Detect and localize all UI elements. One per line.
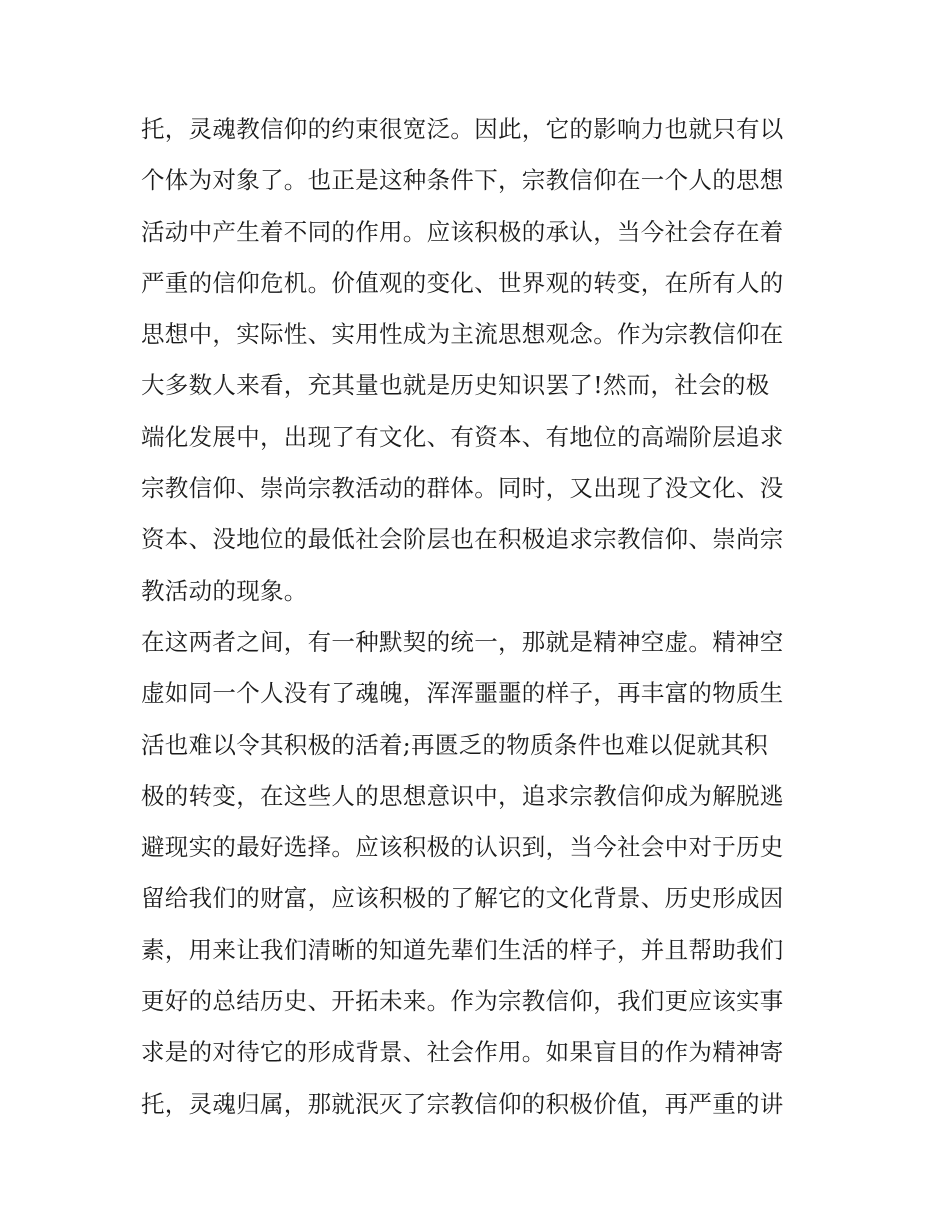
text-line: 资本、没地位的最低社会阶层也在积极追求宗教信仰、崇尚宗 bbox=[141, 525, 784, 554]
text-line: 素，用来让我们清晰的知道先辈们生活的样子，并且帮助我们 bbox=[141, 935, 784, 964]
text-line: 大多数人来看，充其量也就是历史知识罢了!然而，社会的极 bbox=[141, 371, 770, 400]
text-line: 活动中产生着不同的作用。应该积极的承认，当今社会存在着 bbox=[141, 217, 784, 246]
text-line: 极的转变，在这些人的思想意识中，追求宗教信仰成为解脱逃 bbox=[141, 781, 784, 810]
text-line: 托，灵魂教信仰的约束很宽泛。因此，它的影响力也就只有以 bbox=[141, 115, 784, 143]
text-line: 个体为对象了。也正是这种条件下，宗教信仰在一个人的思想 bbox=[141, 166, 784, 195]
body-text bbox=[141, 104, 821, 1130]
text-line: 宗教信仰、崇尚宗教活动的群体。同时，又出现了没文化、没 bbox=[141, 474, 784, 503]
text-line: 托，灵魂归属，那就泯灭了宗教信仰的积极价值，再严重的讲 bbox=[141, 1089, 784, 1118]
text-line: 在这两者之间，有一种默契的统一，那就是精神空虚。精神空 bbox=[141, 627, 784, 656]
text-line: 避现实的最好选择。应该积极的认识到，当今社会中对于历史 bbox=[141, 833, 784, 862]
text-line: 思想中，实际性、实用性成为主流思想观念。作为宗教信仰在 bbox=[141, 320, 784, 349]
text-line: 活也难以令其积极的活着;再匮乏的物质条件也难以促就其积 bbox=[141, 730, 769, 759]
text-line: 留给我们的财富，应该积极的了解它的文化背景、历史形成因 bbox=[141, 884, 784, 913]
text-line: 端化发展中，出现了有文化、有资本、有地位的高端阶层追求 bbox=[141, 422, 784, 451]
text-line: 教活动的现象。 bbox=[141, 576, 308, 605]
text-line: 严重的信仰危机。价值观的变化、世界观的转变，在所有人的 bbox=[141, 268, 784, 297]
text-line: 虚如同一个人没有了魂魄，浑浑噩噩的样子，再丰富的物质生 bbox=[141, 679, 784, 708]
text-line: 求是的对待它的形成背景、社会作用。如果盲目的作为精神寄 bbox=[141, 1038, 784, 1067]
text-line: 更好的总结历史、开拓未来。作为宗教信仰，我们更应该实事 bbox=[141, 987, 784, 1016]
